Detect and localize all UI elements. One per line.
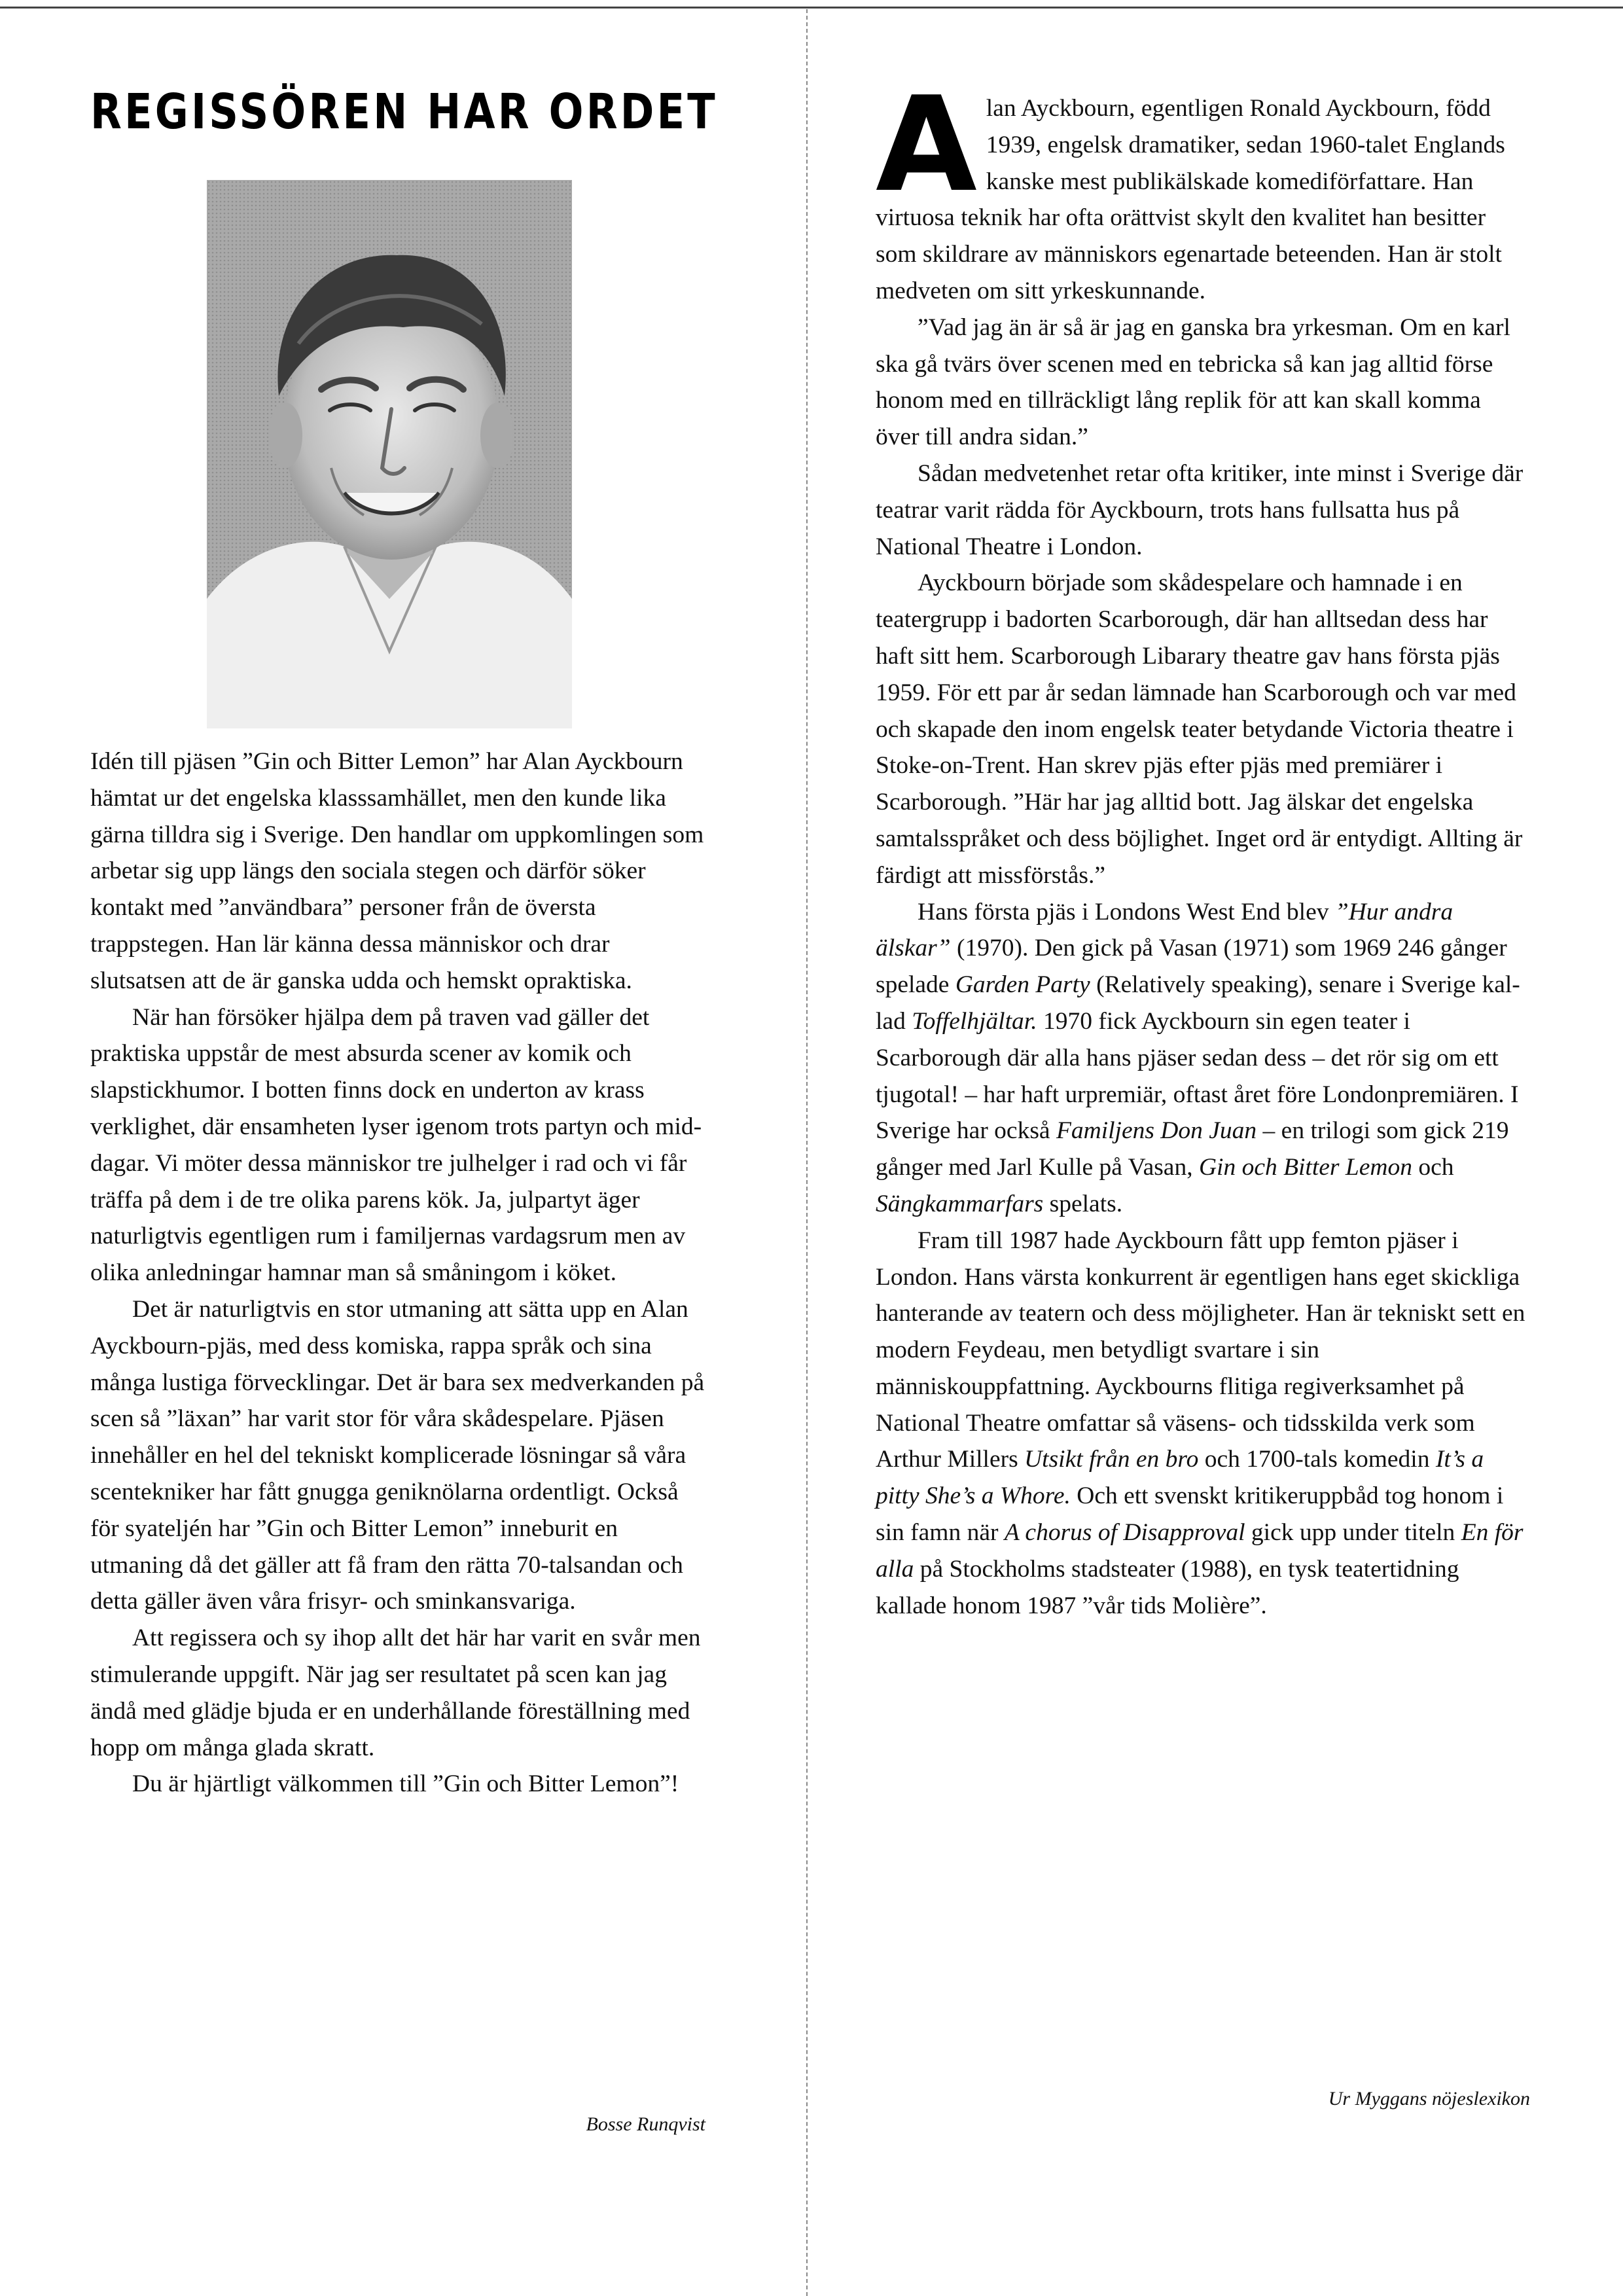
left-paragraph: Att regissera och sy ihop allt det här har varit en svår men stimulerande uppgift. När jag ser resultatet på scen kan jag ändå med glädje bjuda er en underhållande föreställning med hopp om många glada skratt. <box>90 1624 701 1761</box>
bio-text: Och ett svenskt kritikeruppbåd tog honom i sin famn när <box>876 1482 1504 1547</box>
bio-text: – en trilogi som gick 219 gånger med Jarl Kulle på Vasan, <box>876 1117 1509 1181</box>
play-title: It’s a pitty She’s a Whore. <box>876 1446 1484 1510</box>
play-title: Gin och Bitter Lemon <box>1198 1154 1412 1181</box>
play-title: ”Hur andra älskar” <box>876 898 1454 962</box>
play-title: Utsikt från en bro <box>1024 1446 1199 1473</box>
scan-top-edge <box>0 7 1623 9</box>
bio-text: (Relatively speaking), senare i Sverige kallad <box>876 971 1520 1035</box>
bio-text: Fram till 1987 hade Ayckbourn fått upp femton pjäser i London. Hans värsta konkurrent är egentligen hans eget skickliga hanterande av teatern och dess möjligheter. Han är tekniskt sett en modern Feydeau, men betydligt svartare i sin människouppfattning. Ayckbourns flitiga regiverksamhet på National Theatre omfattar så väsens- och tidsskilda verk som Arthur Millers <box>876 1227 1525 1473</box>
bio-first-paragraph-text: lan Ayckbourn, egentligen Ronald Ayckbourn, född 1939, engelsk dramatiker, sedan 1960-talet Englands kanske mest publikälskade komediförfattare. Han virtuosa teknik har ofta orättvist skylt den kvalitet han besitter som skildrare av människors egenartade beteenden. Han är stolt medveten om sitt yrkeskunnande. <box>876 95 1505 304</box>
play-title: Familjens Don Juan <box>1056 1117 1257 1145</box>
source-credit: Ur Myggans nöjeslexikon <box>1328 2088 1530 2109</box>
play-title: En för alla <box>876 1519 1524 1583</box>
bio-text: (1970). Den gick på Vasan (1971) som 1969 246 gånger spelade <box>876 935 1507 999</box>
left-paragraph: Du är hjärtligt välkommen till ”Gin och Bitter Lemon”! <box>132 1770 679 1798</box>
drop-cap-letter: A <box>876 69 977 221</box>
bio-text: gick upp under titeln <box>1245 1519 1461 1547</box>
director-signature: Bosse Runqvist <box>586 2113 705 2135</box>
bio-text: på Stockholms stadsteater (1988), en tysk teatertidning kallade honom 1987 ”vår tids Molière”. <box>876 1555 1459 1619</box>
bio-paragraph: ”Vad jag än är så är jag en ganska bra yrkesman. Om en karl ska gå tvärs över scenen med en tebricka så kan jag alltid förse honom med en tillräckligt lång replik för att kan skall komma över till andra sidan.” <box>876 314 1510 451</box>
bio-paragraph: Ayckbourn började som skådespelare och hamnade i en teatergrupp i badorten Scarborough, där han alltsedan dess har haft sitt hem. Scarborough Libarary theatre gav hans första pjäs 1959. För ett par år sedan lämnade han Scarborough och var med och skapade den inom engelsk teater betydande Victoria theatre i Stoke-on-Trent. Han skrev pjäs efter pjäs med premiärer i Scarborough. ”Här har jag alltid bott. Jag älskar det engelska samtalsspråket och dess böjlighet. Inget ord är entydigt. Allting är färdigt att missförstås.” <box>876 569 1523 889</box>
bio-text: och 1700-tals komedin <box>1198 1446 1436 1473</box>
director-statement-text <box>90 744 705 1803</box>
page-fold-line <box>806 9 808 2296</box>
page-title: REGISSÖREN HAR ORDET <box>90 84 718 140</box>
play-title: Sängkammarfars <box>876 1190 1044 1217</box>
bio-text: och <box>1412 1154 1454 1181</box>
left-paragraph: När han försöker hjälpa dem på traven vad gäller det praktiska uppstår de mest absurda scener av komik och slapstickhumor. I botten finns dock en underton av krass verklighet, där ensamheten lyser igenom trots partyn och middagar. Vi möter dessa människor tre julhelger i rad och vi får träffa på dem i de tre olika parens kök. Ja, julpartyt äger naturligtvis egentligen rum i familjernas vardagsrum men av olika anledningar hamnar man så småningom i köket. <box>90 1003 702 1287</box>
author-biography-text <box>876 69 1530 1624</box>
bio-paragraph <box>876 69 1530 310</box>
left-paragraph: Det är naturligtvis en stor utmaning att sätta upp en Alan Ayckbourn-pjäs, med dess komiska, rappa språk och sina många lustiga förvecklingar. Det är bara sex medverkanden på scen så ”läxan” har varit stor för våra skådespelare. Pjäsen innehåller en hel del tekniskt komplicerade lösningar så våra scentekniker har fått gnugga geniknölarna ordentligt. Också för syateljén har ”Gin och Bitter Lemon” inneburit en utmaning då det gäller att få fram den rätta 70-talsandan och detta gäller även våra frisyr- och sminkansvariga. <box>90 1295 705 1615</box>
director-portrait-photo <box>207 180 572 728</box>
bio-paragraph <box>876 1223 1530 1624</box>
play-title: Toffelhjältar. <box>912 1007 1037 1035</box>
bio-paragraph <box>876 894 1530 1223</box>
bio-text: 1970 fick Ayckbourn sin egen teater i Scarborough där alla hans pjäser sedan dess – det rör sig om ett tjugotal! – har haft urpremiär, oftast året före Londonpremiären. I Sverige har också <box>876 1007 1519 1145</box>
play-title: Garden Party <box>955 971 1090 999</box>
play-title: A chorus of Disapproval <box>1004 1519 1245 1547</box>
bio-text: spelats. <box>1043 1190 1123 1217</box>
left-paragraph: Idén till pjäsen ”Gin och Bitter Lemon” har Alan Ayckbourn hämtat ur det engelska klasssamhället, men den kunde lika gärna tilldra sig i Sverige. Den handlar om uppkomlingen som arbetar sig upp längs den sociala stegen och därför söker kontakt med ”användbara” personer från de översta trappstegen. Han lär känna dessa människor och drar slutsatsen att de är ganska udda och hemskt opraktiska. <box>90 748 704 994</box>
bio-text: Hans första pjäs i Londons West End blev <box>918 898 1335 925</box>
bio-paragraph: Sådan medvetenhet retar ofta kritiker, inte minst i Sverige där teatrar varit rädda för Ayckbourn, trots hans fullsatta hus på National Theatre i London. <box>876 459 1524 560</box>
